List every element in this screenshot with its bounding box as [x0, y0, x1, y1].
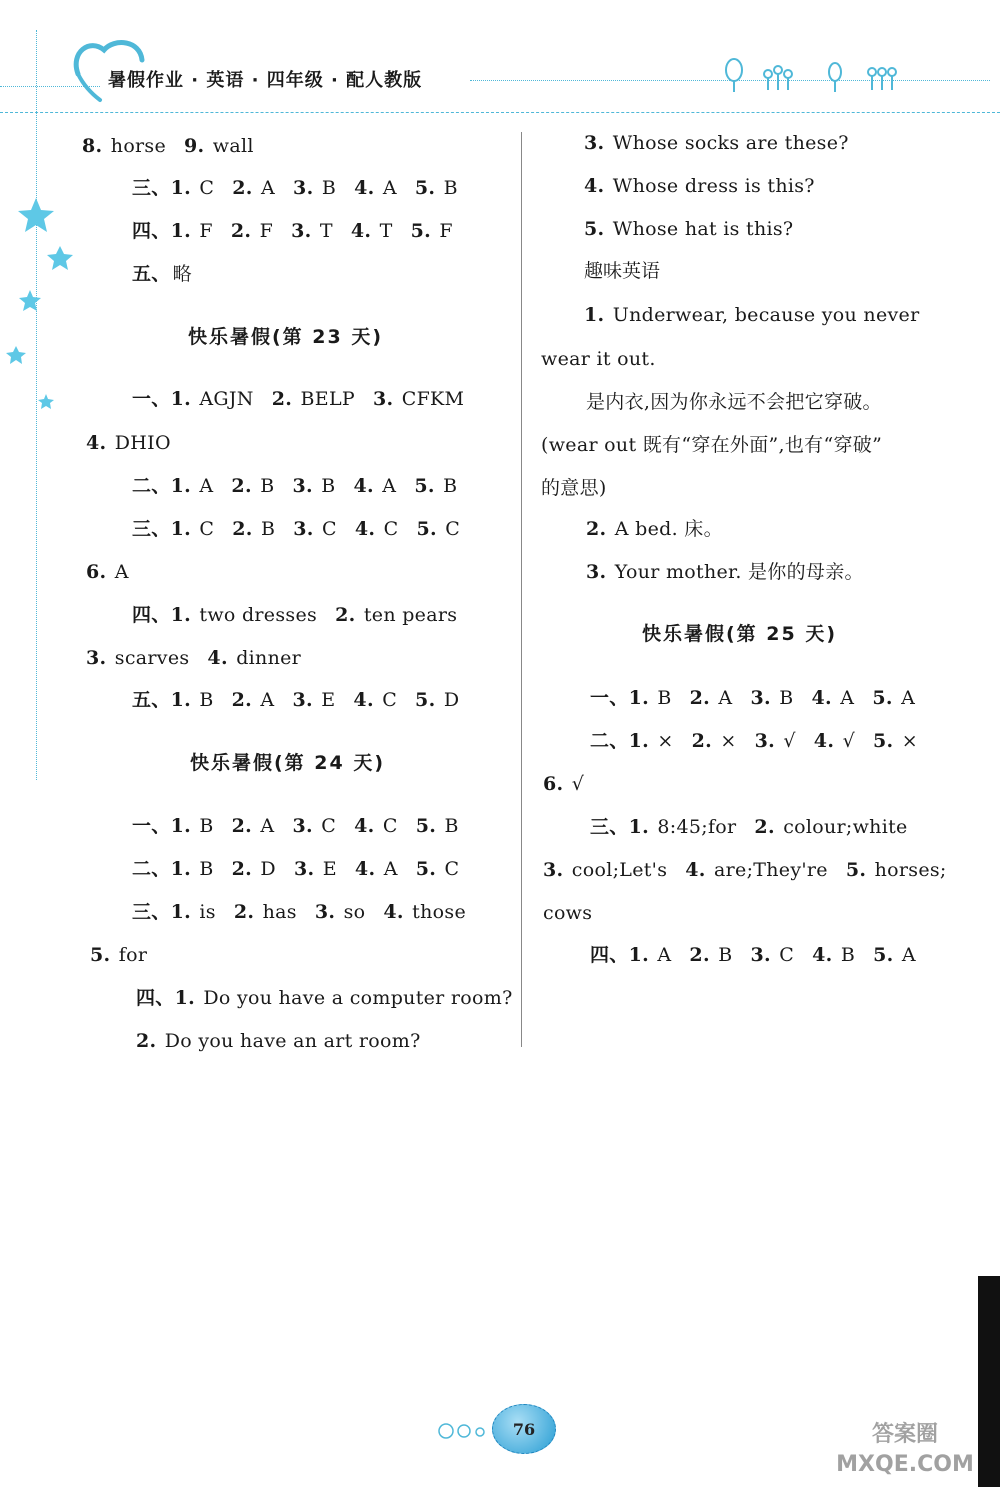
item-number: 2.: [233, 901, 255, 923]
bubbles-decoration-icon: [436, 1420, 492, 1442]
answer-text: A: [108, 561, 129, 583]
answer-line: [541, 433, 882, 457]
answer-line: [541, 476, 607, 500]
answer-text: colour;white: [776, 816, 908, 838]
answer-text: B: [193, 815, 214, 837]
answer-text: C: [315, 518, 337, 540]
answer-text: D: [437, 689, 460, 711]
answer-text: B: [254, 518, 276, 540]
item-number: 三、1.: [132, 901, 192, 923]
item-number: 三、1.: [132, 518, 192, 540]
item-number: 五、: [132, 263, 171, 285]
answer-text: horses;: [868, 859, 947, 881]
answer-line: [82, 134, 254, 158]
item-number: 3.: [293, 858, 315, 880]
answer-text: B: [438, 815, 459, 837]
item-number: 2.: [689, 944, 710, 966]
item-number: 一、1.: [132, 815, 192, 837]
answer-text: T: [313, 220, 333, 242]
item-number: 2.: [271, 388, 293, 410]
answer-text: C: [375, 689, 398, 711]
answer-line: [590, 686, 915, 710]
page-number-text: 76: [512, 1419, 536, 1439]
item-number: 6.: [543, 773, 564, 795]
answer-text: E: [314, 689, 336, 711]
item-number: 4.: [86, 432, 107, 454]
answer-text: C: [314, 815, 337, 837]
answer-text: Do you have a computer room?: [197, 987, 513, 1009]
item-number: 3.: [750, 944, 771, 966]
answer-text: F: [253, 220, 274, 242]
answer-text: F: [193, 220, 213, 242]
answer-text: CFKM: [395, 388, 465, 410]
answer-text: Whose socks are these?: [606, 132, 849, 154]
answer-text: A: [193, 475, 214, 497]
watermark: [820, 1380, 990, 1480]
answer-text: F: [433, 220, 453, 242]
answer-text: √: [565, 773, 585, 795]
answer-text: two dresses: [193, 604, 318, 626]
item-number: 三、1.: [590, 816, 650, 838]
answer-text: B: [193, 858, 214, 880]
answer-text: E: [316, 858, 337, 880]
item-number: 5.: [414, 177, 436, 199]
item-number: 3.: [293, 518, 314, 540]
item-number: 8.: [82, 135, 103, 157]
item-number: 3.: [372, 388, 394, 410]
item-number: 4.: [812, 944, 833, 966]
answer-text: 的意思): [541, 477, 607, 499]
item-number: 6.: [86, 561, 107, 583]
page-footer: [436, 1402, 566, 1454]
page-header: [0, 0, 1000, 120]
answer-text: B: [711, 944, 733, 966]
answer-text: Whose dress is this?: [606, 175, 815, 197]
item-number: 5.: [873, 944, 894, 966]
item-number: 3.: [292, 815, 313, 837]
item-number: 4.: [354, 177, 375, 199]
item-number: 2.: [136, 1030, 157, 1052]
item-number: 3.: [314, 901, 336, 923]
item-number: 4.: [813, 730, 835, 752]
item-number: 2.: [689, 687, 711, 709]
answer-text: is: [193, 901, 216, 923]
answer-text: dinner: [229, 647, 302, 669]
answer-line: [132, 857, 459, 881]
answer-text: B: [437, 177, 458, 199]
item-number: 二、1.: [590, 730, 650, 752]
item-number: 2.: [231, 689, 253, 711]
item-number: 3.: [584, 132, 605, 154]
item-number: 3.: [291, 220, 312, 242]
item-number: 9.: [184, 135, 205, 157]
item-number: 2.: [232, 518, 253, 540]
item-number: 5.: [416, 518, 437, 540]
item-number: 2.: [335, 604, 356, 626]
answer-line: [132, 176, 458, 200]
answer-line: [86, 431, 171, 455]
answer-text: B: [314, 475, 336, 497]
answer-line: [584, 303, 919, 327]
item-number: 4.: [685, 859, 706, 881]
item-number: 3.: [86, 647, 107, 669]
answer-text: ×: [714, 730, 737, 752]
answer-text: A: [254, 815, 275, 837]
item-number: 2.: [232, 177, 253, 199]
answer-text: cows: [543, 902, 593, 924]
answer-line: [132, 262, 192, 286]
answer-text: B: [772, 687, 794, 709]
answer-line: [132, 688, 459, 712]
item-number: 5.: [90, 944, 111, 966]
answer-text: (wear out 既有“穿在外面”,也有“穿破”: [541, 434, 883, 456]
answer-line: [584, 217, 793, 241]
answer-text: C: [376, 815, 398, 837]
answer-text: A: [894, 687, 916, 709]
answer-line: [136, 986, 513, 1010]
item-number: 四、1.: [132, 220, 192, 242]
subsection-heading: 趣味英语: [584, 260, 661, 282]
answer-line: [132, 387, 464, 411]
item-number: 四、1.: [136, 987, 196, 1009]
answer-text: 8:45;for: [651, 816, 737, 838]
item-number: 一、1.: [590, 687, 650, 709]
item-number: 三、1.: [132, 177, 192, 199]
section-heading: 快乐暑假(第 25 天): [642, 623, 838, 645]
answer-text: those: [405, 901, 466, 923]
watermark-text: 答案圈 MXQE.COM: [836, 1422, 974, 1477]
answer-text: B: [651, 687, 672, 709]
item-number: 5.: [410, 220, 432, 242]
header-dotted-line: [0, 86, 100, 87]
answer-line: [586, 560, 864, 584]
answer-line: [136, 1029, 421, 1053]
answer-text: wear it out.: [541, 348, 656, 370]
answer-text: A: [712, 687, 733, 709]
page-number: [492, 1404, 556, 1454]
item-number: 4.: [354, 518, 376, 540]
item-number: 3.: [292, 689, 313, 711]
answer-text: horse: [104, 135, 167, 157]
item-number: 一、1.: [132, 388, 192, 410]
answer-line: [90, 943, 147, 967]
answer-text: cool;Let's: [565, 859, 668, 881]
stars-decoration-icon: [0, 190, 80, 420]
answer-text: T: [373, 220, 393, 242]
answer-text: ten pears: [357, 604, 458, 626]
header-title: 暑假作业 · 英语 · 四年级 · 配人教版: [108, 70, 423, 91]
item-number: 1.: [584, 304, 605, 326]
answer-text: has: [256, 901, 297, 923]
answer-line: [132, 219, 453, 243]
answer-text: are;They're: [707, 859, 828, 881]
item-number: 五、1.: [132, 689, 192, 711]
answer-line: [590, 943, 916, 967]
item-number: 4.: [350, 220, 372, 242]
answer-line: [590, 729, 918, 753]
answer-text: B: [193, 689, 214, 711]
answer-line: [543, 772, 584, 796]
answer-text: AGJN: [193, 388, 254, 410]
answer-text: D: [254, 858, 276, 880]
answer-text: A: [895, 944, 916, 966]
answer-text: C: [377, 518, 399, 540]
answer-line: [543, 901, 592, 925]
column-divider: [521, 132, 522, 1047]
item-number: 二、1.: [132, 858, 192, 880]
item-number: 3.: [750, 687, 771, 709]
answer-text: so: [337, 901, 366, 923]
answer-line: [584, 174, 815, 198]
section-heading: 快乐暑假(第 24 天): [190, 752, 386, 774]
answer-text: A: [833, 687, 855, 709]
item-number: 4.: [207, 647, 228, 669]
item-number: 2.: [586, 518, 607, 540]
answer-text: DHIO: [108, 432, 171, 454]
answer-line: [86, 560, 129, 584]
item-number: 3.: [293, 177, 314, 199]
item-number: 4.: [811, 687, 832, 709]
answer-text: A: [377, 858, 398, 880]
answer-text: C: [772, 944, 795, 966]
answer-text: A: [254, 689, 275, 711]
item-number: 4.: [383, 901, 404, 923]
answer-line: [132, 517, 460, 541]
answer-text: ×: [895, 730, 918, 752]
answer-line: [132, 474, 457, 498]
answer-text: Do you have an art room?: [158, 1030, 421, 1052]
answer-text: A bed. 床。: [608, 518, 723, 540]
answer-line: [132, 900, 466, 924]
tree-decoration-icon: [720, 58, 910, 94]
item-number: 2.: [230, 220, 252, 242]
item-number: 3.: [292, 475, 313, 497]
answer-line: [132, 603, 457, 627]
item-number: 2.: [231, 858, 253, 880]
item-number: 4.: [353, 475, 374, 497]
answer-text: Your mother. 是你的母亲。: [608, 561, 864, 583]
item-number: 5.: [872, 687, 893, 709]
answer-text: scarves: [108, 647, 190, 669]
item-number: 3.: [586, 561, 607, 583]
item-number: 5.: [872, 730, 894, 752]
item-number: 5.: [415, 815, 437, 837]
answer-text: A: [651, 944, 672, 966]
answer-line: [586, 517, 723, 541]
answer-text: B: [834, 944, 856, 966]
answer-text: C: [438, 518, 461, 540]
item-number: 4.: [354, 858, 376, 880]
item-number: 4.: [584, 175, 605, 197]
answer-text: Underwear, because you never: [606, 304, 920, 326]
answer-text: 略: [172, 263, 192, 285]
item-number: 3.: [543, 859, 564, 881]
item-number: 3.: [754, 730, 776, 752]
answer-text: wall: [206, 135, 254, 157]
answer-text: C: [193, 518, 215, 540]
item-number: 2.: [231, 815, 253, 837]
answer-line: [543, 858, 947, 882]
answer-text: Whose hat is this?: [606, 218, 794, 240]
answer-text: 是内衣,因为你永远不会把它穿破。: [586, 391, 882, 413]
item-number: 5.: [415, 689, 436, 711]
item-number: 5.: [584, 218, 605, 240]
answer-line: [584, 131, 849, 155]
item-number: 二、1.: [132, 475, 192, 497]
answer-line: [586, 390, 882, 414]
answer-text: B: [436, 475, 458, 497]
answer-text: C: [438, 858, 460, 880]
answer-text: B: [253, 475, 275, 497]
item-number: 4.: [353, 689, 374, 711]
answer-text: for: [112, 944, 148, 966]
answer-text: A: [254, 177, 276, 199]
answer-text: A: [375, 475, 397, 497]
item-number: 四、1.: [590, 944, 650, 966]
answer-line: [541, 347, 656, 371]
item-number: 2.: [754, 816, 775, 838]
answer-line: [590, 815, 908, 839]
answer-text: ×: [651, 730, 674, 752]
item-number: 5.: [414, 475, 435, 497]
answer-line: [132, 814, 459, 838]
item-number: 四、1.: [132, 604, 192, 626]
answer-line: [86, 646, 301, 670]
item-number: 5.: [415, 858, 437, 880]
answer-text: BELP: [294, 388, 355, 410]
item-number: 2.: [691, 730, 713, 752]
answer-text: √: [777, 730, 796, 752]
answer-text: √: [836, 730, 855, 752]
item-number: 5.: [845, 859, 867, 881]
section-heading: 快乐暑假(第 23 天): [188, 326, 384, 348]
item-number: 4.: [354, 815, 375, 837]
answer-text: B: [315, 177, 337, 199]
item-number: 2.: [231, 475, 252, 497]
answer-text: A: [376, 177, 397, 199]
answer-text: C: [193, 177, 215, 199]
header-dotted-line-lower: [0, 112, 1000, 113]
